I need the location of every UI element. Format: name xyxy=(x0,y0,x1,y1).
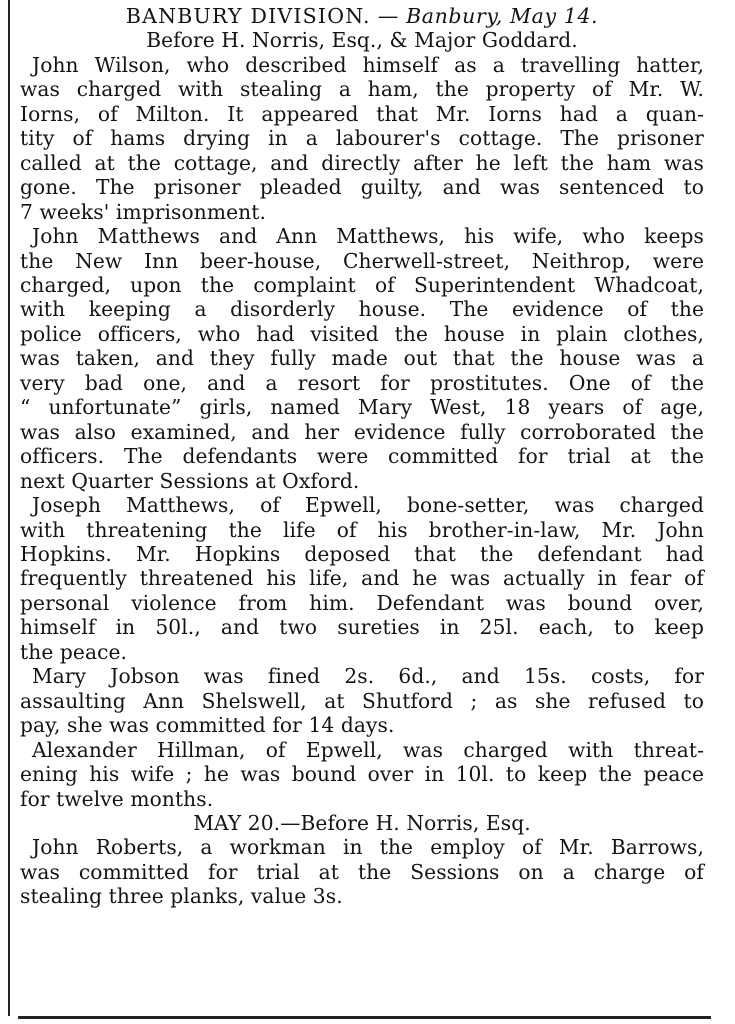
case-paragraphs xyxy=(20,53,704,811)
case-paragraph xyxy=(20,738,704,811)
text-line: was taken, and they fully made out that the house was a xyxy=(20,346,704,371)
case-paragraph xyxy=(20,53,704,224)
case-paragraph xyxy=(20,835,704,908)
text-line: Joseph Matthews, of Epwell, bone-setter, was charged xyxy=(32,493,704,518)
text-line: was charged with stealing a ham, the property of Mr. W. xyxy=(20,77,704,102)
court-subheading: Before H. Norris, Esq., & Major Goddard. xyxy=(146,28,578,53)
case-paragraph xyxy=(20,224,704,493)
text-line: personal violence from him. Defendant was bound over, xyxy=(20,590,704,615)
text-line: with keeping a disorderly house. The evidence of the xyxy=(20,297,704,322)
text-line: stealing three planks, value 3s. xyxy=(20,884,343,909)
column-rule-left xyxy=(8,0,10,1016)
text-line: officers. The defendants were committed for trial at the xyxy=(20,444,704,469)
text-line: Alexander Hillman, of Epwell, was charged with threat- xyxy=(32,737,704,762)
heading-dash: — xyxy=(370,4,399,28)
text-line: very bad one, and a resort for prostitutes. One of the xyxy=(20,370,704,395)
text-line: with threatening the life of his brother-in-law, Mr. John xyxy=(20,517,704,542)
heading-dateline: Banbury, May 14. xyxy=(406,4,599,28)
text-line: ening his wife ; he was bound over in 10l. to keep the peace xyxy=(20,762,704,787)
court-subheading-second: MAY 20.—Before H. Norris, Esq. xyxy=(193,810,531,835)
text-line: police officers, who had visited the house in plain clothes, xyxy=(20,321,704,346)
text-line: assaulting Ann Shelswell, at Shutford ; as she refused to xyxy=(20,688,704,713)
text-line: next Quarter Sessions at Oxford. xyxy=(20,468,360,493)
text-line: for twelve months. xyxy=(20,786,214,811)
text-line: the peace. xyxy=(20,639,128,664)
text-line: John Roberts, a workman in the employ of Mr. Barrows, xyxy=(32,835,704,860)
case-paragraph xyxy=(20,664,704,737)
text-line: 7 weeks' imprisonment. xyxy=(20,199,266,224)
case-paragraph xyxy=(20,493,704,664)
text-line: Iorns, of Milton. It appeared that Mr. Iorns had a quan- xyxy=(20,101,704,126)
text-line: was also examined, and her evidence fully corroborated the xyxy=(20,419,704,444)
text-line: John Wilson, who described himself as a travelling hatter, xyxy=(32,52,704,77)
text-line: Mary Jobson was fined 2s. 6d., and 15s. costs, for xyxy=(32,664,704,689)
text-line: gone. The prisoner pleaded guilty, and was sentenced to xyxy=(20,175,704,200)
text-line: pay, she was committed for 14 days. xyxy=(20,713,395,738)
article-heading xyxy=(20,4,704,28)
text-line: the New Inn beer-house, Cherwell-street, Neithrop, were xyxy=(20,248,704,273)
article-column xyxy=(20,4,704,909)
text-line: Hopkins. Mr. Hopkins deposed that the defendant had xyxy=(20,541,704,566)
heading-place: BANBURY DIVISION. xyxy=(125,4,371,28)
text-line: John Matthews and Ann Matthews, his wife, who keeps xyxy=(32,224,704,249)
text-line: “ unfortunate” girls, named Mary West, 18 years of age, xyxy=(20,395,704,420)
text-line: was committed for trial at the Sessions on a charge of xyxy=(20,859,704,884)
text-line: himself in 50l., and two sureties in 25l. each, to keep xyxy=(20,615,704,640)
case-paragraphs-second xyxy=(20,835,704,908)
text-line: charged, upon the complaint of Superintendent Whadcoat, xyxy=(20,272,704,297)
text-line: frequently threatened his life, and he was actually in fear of xyxy=(20,566,704,591)
text-line: called at the cottage, and directly after he left the ham was xyxy=(20,150,704,175)
bottom-rule xyxy=(18,1016,711,1019)
text-line: tity of hams drying in a labourer's cottage. The prisoner xyxy=(20,126,704,151)
